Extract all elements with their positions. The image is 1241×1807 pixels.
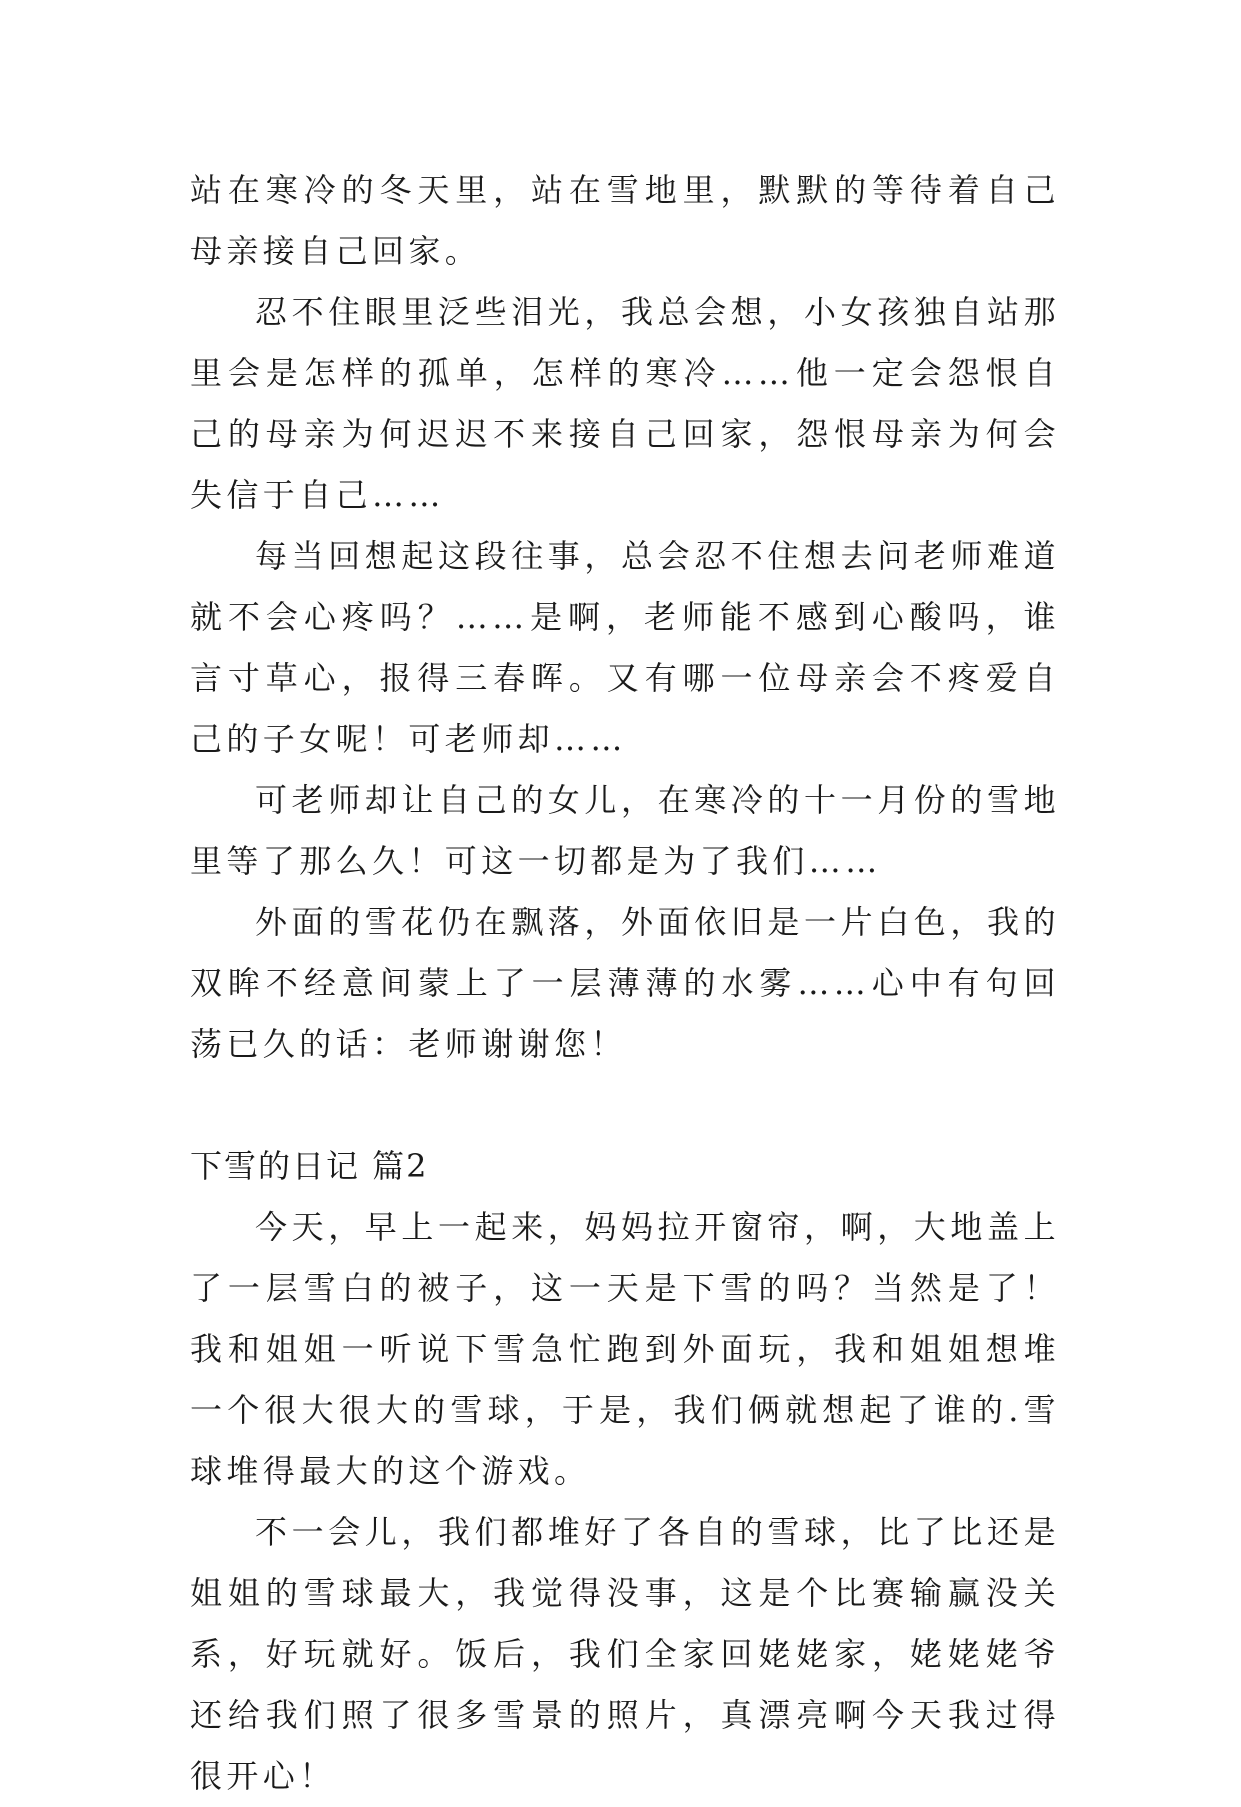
paragraph: 站在寒冷的冬天里，站在雪地里，默默的等待着自己母亲接自己回家。 — [190, 171, 1060, 270]
document-body — [190, 160, 1060, 1807]
paragraph: 今天，早上一起来，妈妈拉开窗帘，啊，大地盖上了一层雪白的被子，这一天是下雪的吗？当然是了！我和姐姐一听说下雪急忙跑到外面玩，我和姐姐想堆一个很大很大的雪球，于是，我们俩就想起了谁的.雪球堆得最大的这个游戏。 — [190, 1208, 1060, 1490]
section-gap — [190, 1075, 1060, 1136]
paragraph: 可老师却让自己的女儿，在寒冷的十一月份的雪地里等了那么久！可这一切都是为了我们…… — [190, 781, 1060, 880]
section-title: 下雪的日记 篇2 — [190, 1147, 429, 1185]
paragraph: 忍不住眼里泛些泪光，我总会想，小女孩独自站那里会是怎样的孤单，怎样的寒冷……他一定会怨恨自己的母亲为何迟迟不来接自己回家，怨恨母亲为何会失信于自己…… — [190, 293, 1060, 514]
paragraph: 每当回想起这段往事，总会忍不住想去问老师难道就不会心疼吗？……是啊，老师能不感到心酸吗，谁言寸草心，报得三春晖。又有哪一位母亲会不疼爱自己的子女呢！可老师却…… — [190, 537, 1060, 758]
paragraph: 不一会儿，我们都堆好了各自的雪球，比了比还是姐姐的雪球最大，我觉得没事，这是个比赛输赢没关系，好玩就好。饭后，我们全家回姥姥家，姥姥姥爷还给我们照了很多雪景的照片，真漂亮啊今天我过得很开心！ — [190, 1513, 1060, 1795]
paragraph: 外面的雪花仍在飘落，外面依旧是一片白色，我的双眸不经意间蒙上了一层薄薄的水雾……心中有句回荡已久的话：老师谢谢您！ — [190, 903, 1060, 1063]
